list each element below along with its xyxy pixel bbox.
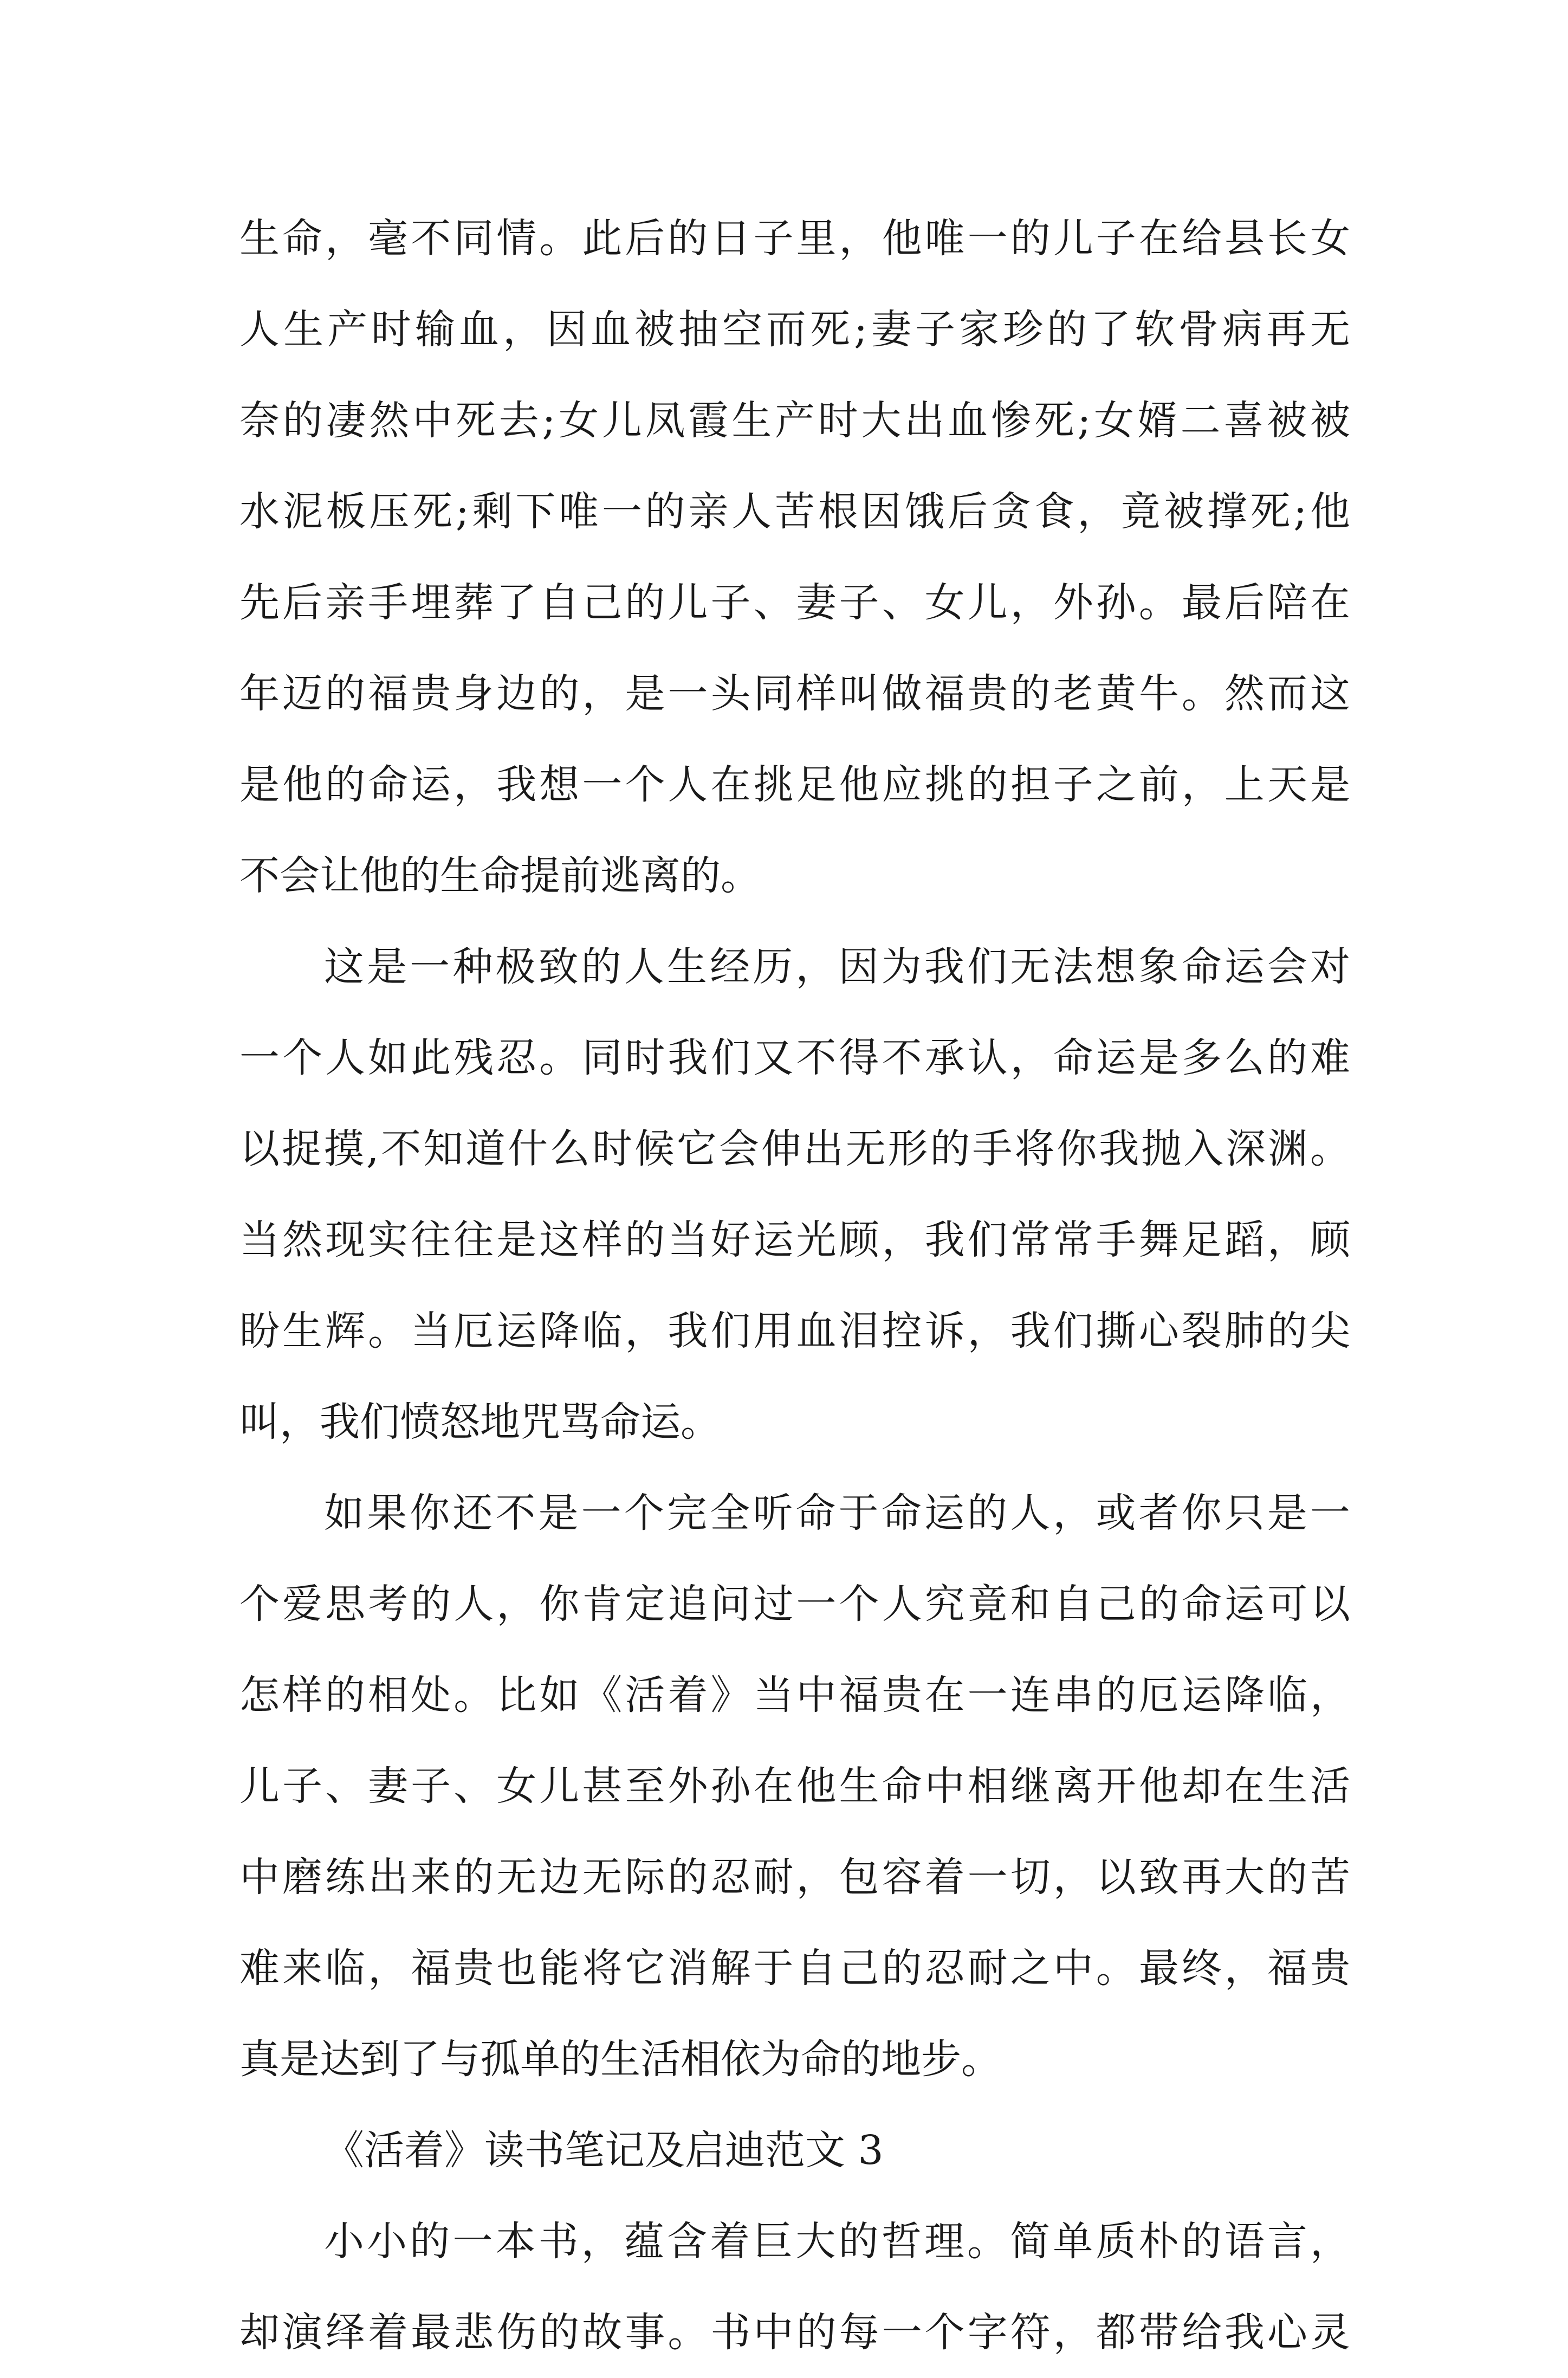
section-heading: 《活着》读书笔记及启迪范文 3 — [324, 2127, 884, 2174]
text-line: 奈的凄然中死去;女儿凤霞生产时大出血惨死;女婿二喜被被 — [239, 397, 1350, 444]
text-line: 个爱思考的人，你肯定追问过一个人究竟和自己的命运可以 — [239, 1581, 1350, 1627]
text-line: 以捉摸,不知道什么时候它会伸出无形的手将你我抛入深渊。 — [239, 1126, 1350, 1172]
text-line: 不会让他的生命提前逃离的。 — [239, 852, 761, 899]
text-line: 中磨练出来的无边无际的忍耐，包容着一切，以致再大的苦 — [239, 1854, 1350, 1901]
text-line: 先后亲手埋葬了自己的儿子、妻子、女儿，外孙。最后陪在 — [239, 579, 1350, 626]
text-line: 却演绎着最悲伤的故事。书中的每一个字符，都带给我心灵 — [239, 2309, 1350, 2356]
text-line: 盼生辉。当厄运降临，我们用血泪控诉，我们撕心裂肺的尖 — [239, 1308, 1350, 1354]
text-line: 小小的一本书，蕴含着巨大的哲理。简单质朴的语言， — [324, 2218, 1350, 2265]
text-line: 叫，我们愤怒地咒骂命运。 — [239, 1399, 721, 1445]
text-line: 人生产时输血，因血被抽空而死;妻子家珍的了软骨病再无 — [239, 306, 1350, 353]
text-line: 是他的命运，我想一个人在挑足他应挑的担子之前，上天是 — [239, 761, 1350, 808]
text-line: 如果你还不是一个完全听命于命运的人，或者你只是一 — [324, 1490, 1350, 1536]
body-text — [239, 193, 1350, 2378]
text-line: 真是达到了与孤单的生活相依为命的地步。 — [239, 2036, 1001, 2083]
text-line: 怎样的相处。比如《活着》当中福贵在一连串的厄运降临， — [239, 1672, 1350, 1718]
text-line: 水泥板压死;剩下唯一的亲人苦根因饿后贪食，竟被撑死;他 — [239, 488, 1350, 535]
text-line: 儿子、妻子、女儿甚至外孙在他生命中相继离开他却在生活 — [239, 1763, 1350, 1810]
text-line: 生命，毫不同情。此后的日子里，他唯一的儿子在给县长女 — [239, 215, 1350, 262]
text-line: 一个人如此残忍。同时我们又不得不承认，命运是多么的难 — [239, 1035, 1350, 1081]
text-line: 难来临，福贵也能将它消解于自己的忍耐之中。最终，福贵 — [239, 1945, 1350, 1992]
text-line: 这是一种极致的人生经历，因为我们无法想象命运会对 — [324, 944, 1350, 990]
text-line: 当然现实往往是这样的当好运光顾，我们常常手舞足蹈，顾 — [239, 1217, 1350, 1263]
text-line: 年迈的福贵身边的，是一头同样叫做福贵的老黄牛。然而这 — [239, 670, 1350, 717]
